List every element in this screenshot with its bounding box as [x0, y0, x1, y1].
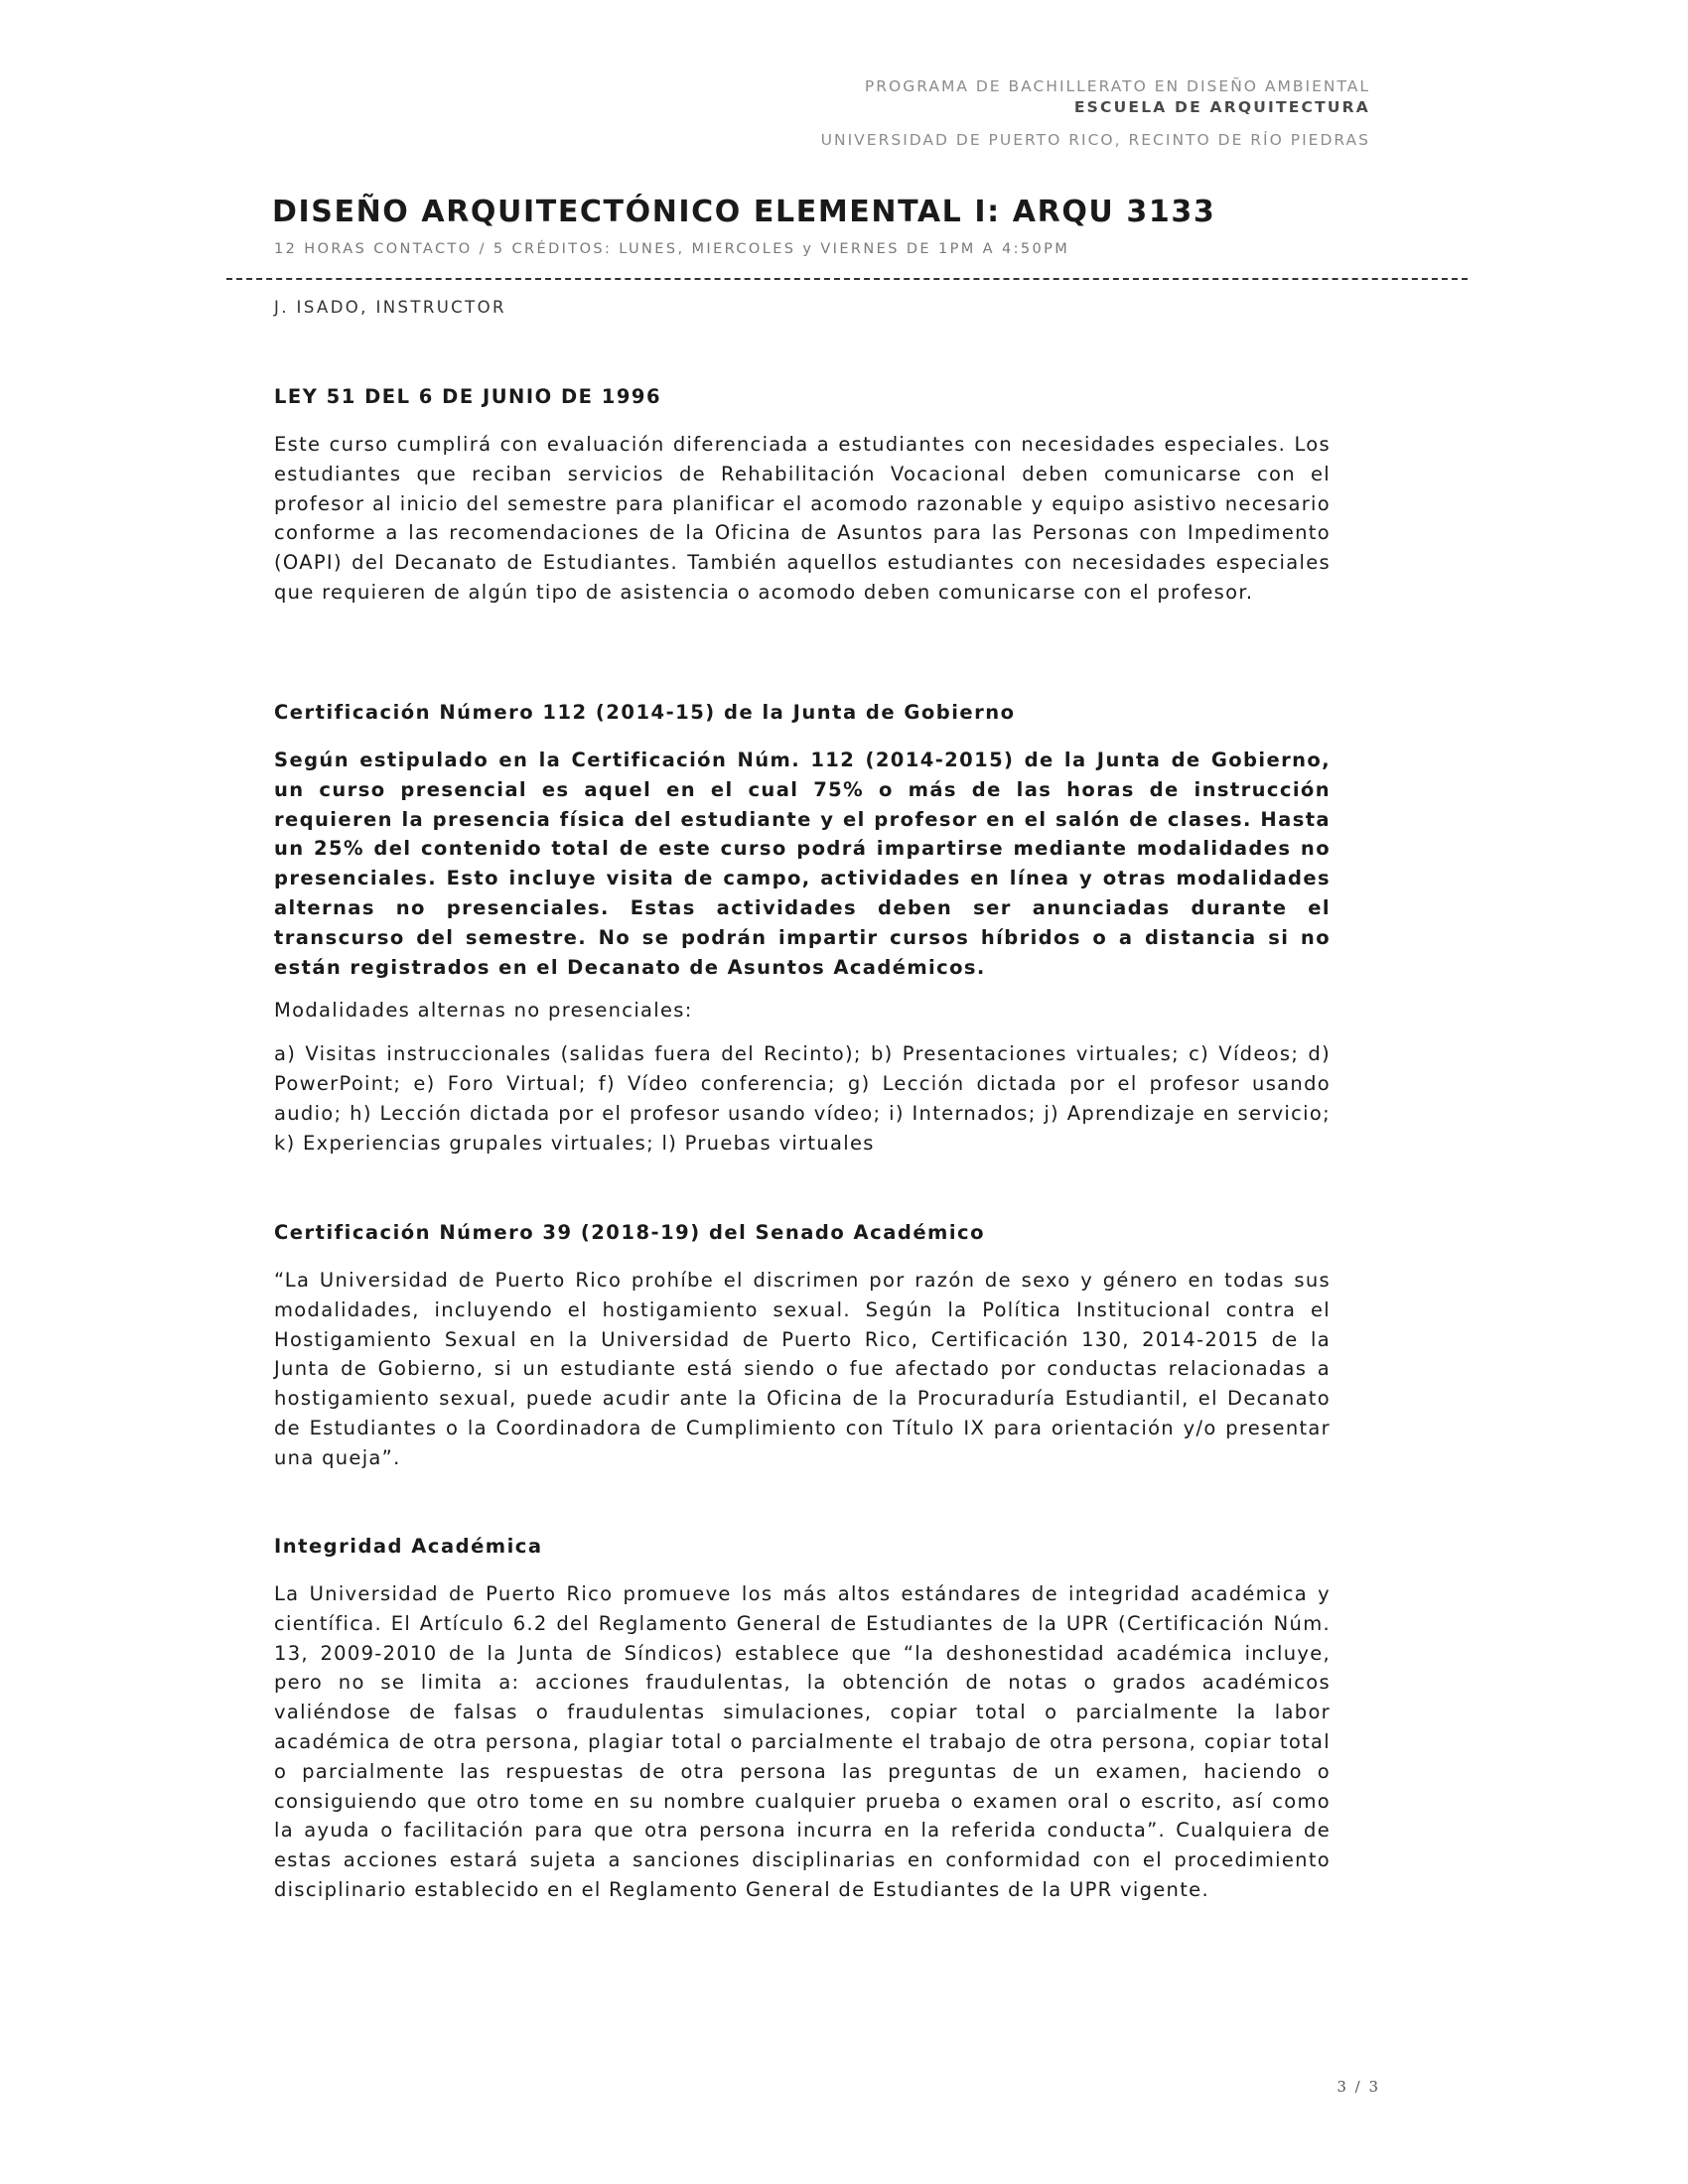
header-school: ESCUELA DE ARQUITECTURA [1073, 98, 1370, 116]
section-body: “La Universidad de Puerto Rico prohíbe el discrimen por razón de sexo y género en todas sus modalidades, incluyendo el hostigamiento sexual. Según la Política Institucional contra el Hostigamiento Sexual en la Universidad de Puerto Rico, Certificación 130, 2014-2015 de la Junta de Gobierno, si un estudiante está siendo o fue afectado por conductas relacionadas a hostigamiento sexual, puede acudir ante la Oficina de la Procuraduría Estudiantil, el Decanato de Estudiantes o la Coordinadora de Cumplimiento con Título IX para orientación y/o presentar una queja”. [274, 1269, 1331, 1469]
course-subtitle: 12 HORAS CONTACTO / 5 CRÉDITOS: LUNES, MIERCOLES y VIERNES DE 1PM A 4:50PM [274, 241, 1070, 257]
modalities-list: a) Visitas instruccionales (salidas fuera del Recinto); b) Presentaciones virtuales; c) Vídeos; d) PowerPoint; e) Foro Virtual; f) Vídeo conferencia; g) Lección dictada por el profesor usando audio; h) Lección dictada por el profesor usando vídeo; i) Internados; j) Aprendizaje en servicio; k) Experiencias grupales virtuales; l) Pruebas virtuales [274, 1042, 1331, 1155]
header-university: UNIVERSIDAD DE PUERTO RICO, RECINTO DE RÍO PIEDRAS [820, 131, 1370, 149]
divider-line [226, 278, 1468, 280]
section-certificacion-39 [274, 1221, 1331, 1473]
section-body: La Universidad de Puerto Rico promueve los más altos estándares de integridad académica y científica. El Artículo 6.2 del Reglamento General de Estudiantes de la UPR (Certificación Núm. 13, 2009-2010 de la Junta de Síndicos) establece que “la deshonestidad académica incluye, pero no se limita a: acciones fraudulentas, la obtención de notas o grados académicos valiéndose de falsas o fraudulentas simulaciones, copiar total o parcialmente la labor académica de otra persona, plagiar total o parcialmente el trabajo de otra persona, copiar total o parcialmente las respuestas de otra persona las preguntas de un examen, haciendo o consiguiendo que otro tome en su nombre cualquier prueba o examen oral o escrito, así como la ayuda o facilitación para que otra persona incurra en la referida conducta”. Cualquiera de estas acciones estará sujeta a sanciones disciplinarias en conformidad con el procedimiento disciplinario establecido en el Reglamento General de Estudiantes de la UPR vigente. [274, 1582, 1331, 1901]
course-title: DISEÑO ARQUITECTÓNICO ELEMENTAL I: ARQU 3133 [272, 195, 1216, 229]
section-certificacion-112 [274, 701, 1331, 1158]
section-body: Este curso cumplirá con evaluación diferenciada a estudiantes con necesidades especiales. Los estudiantes que reciban servicios de Rehabilitación Vocacional deben comunicarse con el profesor al inicio del semestre para planificar el acomodo razonable y equipo asistivo necesario conforme a las recomendaciones de la Oficina de Asuntos para las Personas con Impedimento (OAPI) del Decanato de Estudiantes. También aquellos estudiantes con necesidades especiales que requieren de algún tipo de asistencia o acomodo deben comunicarse con el profesor. [274, 433, 1331, 604]
section-heading: Integridad Académica [274, 1535, 543, 1558]
instructor-name: J. ISADO, INSTRUCTOR [274, 298, 506, 317]
page-number: 3 / 3 [1336, 2078, 1380, 2096]
section-heading: Certificación Número 112 (2014-15) de la Junta de Gobierno [274, 701, 1016, 724]
section-heading: Certificación Número 39 (2018-19) del Senado Académico [274, 1221, 986, 1244]
section-heading: LEY 51 DEL 6 DE JUNIO DE 1996 [274, 385, 662, 408]
section-body-bold: Según estipulado en la Certificación Núm. 112 (2014-2015) de la Junta de Gobierno, un curso presencial es aquel en el cual 75% o más de las horas de instrucción requieren la presencia física del estudiante y el profesor en el salón de clases. Hasta un 25% del contenido total de este curso podrá impartirse mediante modalidades no presenciales. Esto incluye visita de campo, actividades en línea y otras modalidades alternas no presenciales. Estas actividades deben ser anunciadas durante el transcurso del semestre. No se podrán impartir cursos híbridos o a distancia si no están registrados en el Decanato de Asuntos Académicos. [274, 749, 1331, 979]
section-integridad-academica [274, 1535, 1331, 1905]
modalities-label: Modalidades alternas no presenciales: [274, 999, 693, 1023]
header-program: PROGRAMA DE BACHILLERATO EN DISEÑO AMBIENTAL [864, 77, 1370, 95]
section-ley-51 [274, 385, 1331, 608]
